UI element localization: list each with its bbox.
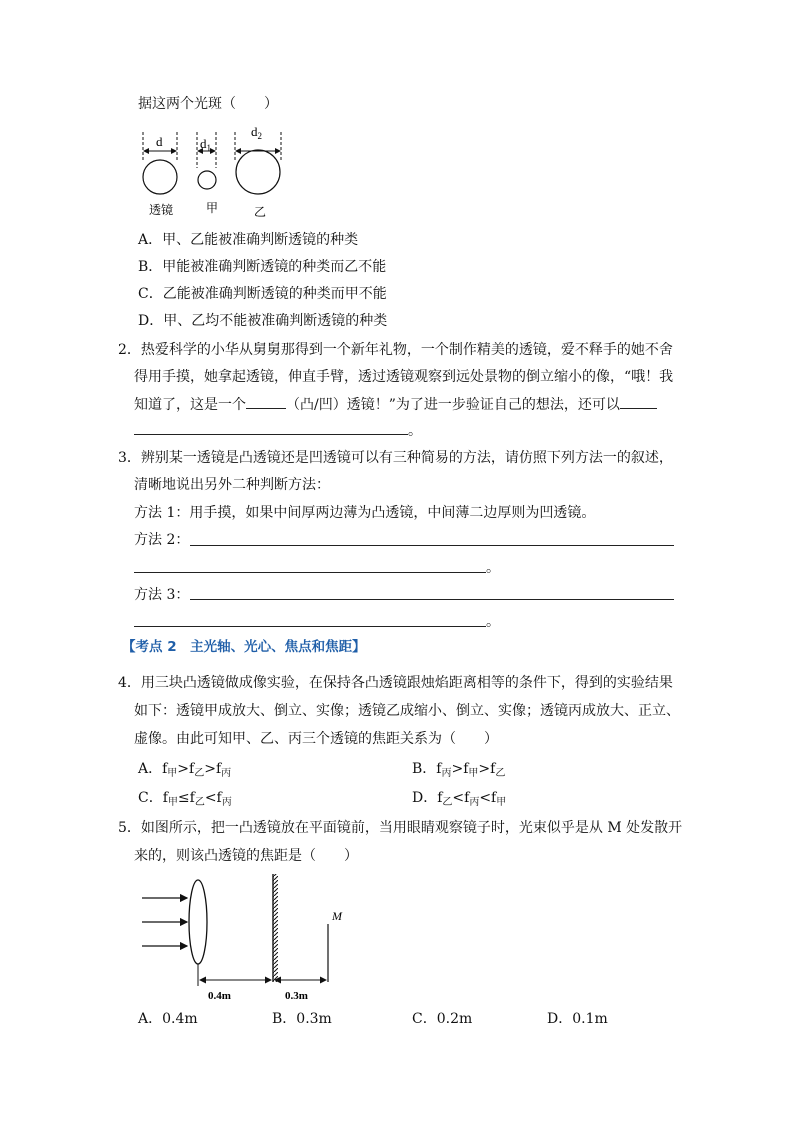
- q4-d-op2: <f: [479, 790, 497, 806]
- q4-d-s1: 乙: [442, 797, 453, 808]
- q5-option-d[interactable]: D．0.1m: [547, 1011, 608, 1027]
- q5-line1: 5．如图所示，把一凸透镜放在平面镜前，当用眼睛观察镜子时，光束似乎是从 M 处发散开: [118, 820, 683, 836]
- q4-b-s1: 丙: [441, 768, 452, 779]
- q4-c-pre: C．f: [138, 790, 168, 806]
- q5-option-b[interactable]: B．0.3m: [272, 1011, 332, 1027]
- convex-lens: [189, 880, 207, 964]
- q4-c-s1: 甲: [167, 797, 178, 808]
- q4-line3: 虚像。由此可知甲、乙、丙三个透镜的焦距关系为（ ）: [134, 731, 498, 747]
- q4-a-s1: 甲: [167, 768, 178, 779]
- q4-a-s3: 丙: [221, 768, 232, 779]
- q2-line3-a: 知道了，这是一个: [134, 397, 246, 413]
- q3-line1: 3．辨别某一透镜是凸透镜还是凹透镜可以有三种简易的方法，请仿照下列方法一的叙述，: [118, 450, 673, 466]
- q4-option-d[interactable]: [412, 788, 506, 813]
- q1-option-d[interactable]: D．甲、乙均不能被准确判断透镜的种类: [138, 313, 388, 329]
- q1-figure: [130, 120, 300, 220]
- q2-blank-method-a[interactable]: [620, 394, 657, 409]
- q4-d-pre: D．f: [412, 790, 443, 806]
- caption-yi: 乙: [254, 205, 267, 219]
- plane-mirror: [273, 874, 278, 982]
- q1-stem: 据这两个光斑（ ）: [138, 96, 278, 112]
- q4-b-s2: 甲: [468, 768, 479, 779]
- q2-line3-b: （凸/凹）透镜！”为了进一步验证自己的想法，还可以: [286, 397, 620, 413]
- q3-method2-end: 。: [486, 560, 500, 576]
- q4-line1: 4．用三块凸透镜做成像实验，在保持各凸透镜跟烛焰距离相等的条件下，得到的实验结果: [118, 675, 673, 691]
- svg-text:d2: [251, 124, 262, 141]
- q4-line2: 如下：透镜甲成放大、倒立、实像；透镜乙成缩小、倒立、实像；透镜丙成放大、正立、: [134, 703, 680, 719]
- q5-option-a[interactable]: A．0.4m: [138, 1011, 198, 1027]
- q5-option-c[interactable]: C．0.2m: [412, 1011, 473, 1027]
- caption-jia: 甲: [206, 201, 219, 215]
- q2-blank-method-b[interactable]: [134, 434, 408, 435]
- q3-method3-end: 。: [486, 614, 500, 630]
- q4-a-pre: A．f: [138, 761, 168, 777]
- d2-label: d: [251, 124, 258, 139]
- q1-option-b[interactable]: B．甲能被准确判断透镜的种类而乙不能: [138, 259, 387, 275]
- q4-b-s3: 乙: [495, 768, 506, 779]
- q4-b-pre: B．f: [412, 761, 442, 777]
- q4-d-op1: <f: [452, 790, 470, 806]
- q4-option-a[interactable]: [138, 759, 231, 784]
- q4-d-s2: 丙: [469, 797, 480, 808]
- q3-method3-line1[interactable]: [190, 599, 674, 600]
- d1-sub: 1: [206, 143, 211, 153]
- q4-c-s3: 丙: [221, 797, 232, 808]
- q2-line1: 2．热爱科学的小华从舅舅那得到一个新年礼物，一个制作精美的透镜，爱不释手的她不舍: [118, 342, 673, 358]
- q4-b-op2: >f: [478, 761, 496, 777]
- q3-method2-label: 方法 2：: [134, 532, 190, 548]
- q4-d-s3: 甲: [496, 797, 507, 808]
- section-heading: 【考点 2 主光轴、光心、焦点和焦距】: [122, 639, 366, 655]
- q2-end-mark: 。: [408, 423, 422, 439]
- q3-method2-line2[interactable]: [134, 572, 486, 573]
- q2-line2: 得用手摸，她拿起透镜，伸直手臂，透过透镜观察到远处景物的倒立缩小的像，“哦！我: [134, 369, 674, 385]
- q4-a-op1: >f: [177, 761, 195, 777]
- d-label: d: [156, 134, 163, 149]
- d1-label: d: [200, 136, 207, 151]
- q1-option-a[interactable]: A．甲、乙能被准确判断透镜的种类: [138, 232, 359, 248]
- q5-figure: [138, 868, 358, 1008]
- q2-line3: [134, 394, 657, 415]
- dist-label-1: 0.4m: [208, 990, 231, 1002]
- d2-sub: 2: [257, 131, 262, 141]
- caption-lens: 透镜: [149, 203, 174, 217]
- q1-option-c[interactable]: C．乙能被准确判断透镜的种类而甲不能: [138, 286, 387, 302]
- q4-a-op2: >f: [204, 761, 222, 777]
- q4-a-s2: 乙: [194, 768, 205, 779]
- q3-method3-line2[interactable]: [134, 626, 486, 627]
- yi-spot: [235, 132, 281, 194]
- q3-line2: 清晰地说出另外二种判断方法：: [134, 477, 330, 493]
- q5-line2: 来的，则该凸透镜的焦距是（ ）: [134, 848, 358, 864]
- q4-option-c[interactable]: [138, 788, 232, 813]
- m-label: M: [332, 909, 342, 923]
- q4-c-s2: 乙: [194, 797, 205, 808]
- svg-text:d1: [200, 136, 211, 153]
- q3-method3-label: 方法 3：: [134, 587, 190, 603]
- dist-label-2: 0.3m: [285, 990, 308, 1002]
- q3-method2-line1[interactable]: [190, 545, 674, 546]
- q3-method1: 方法 1：用手摸，如果中间厚两边薄为凸透镜，中间薄二边厚则为凹透镜。: [134, 505, 596, 521]
- q2-blank-lens-type[interactable]: [246, 394, 286, 409]
- q4-c-op2: <f: [204, 790, 222, 806]
- q4-c-op1: ≤f: [177, 790, 195, 806]
- q4-option-b[interactable]: [412, 759, 505, 784]
- q4-b-op1: >f: [451, 761, 469, 777]
